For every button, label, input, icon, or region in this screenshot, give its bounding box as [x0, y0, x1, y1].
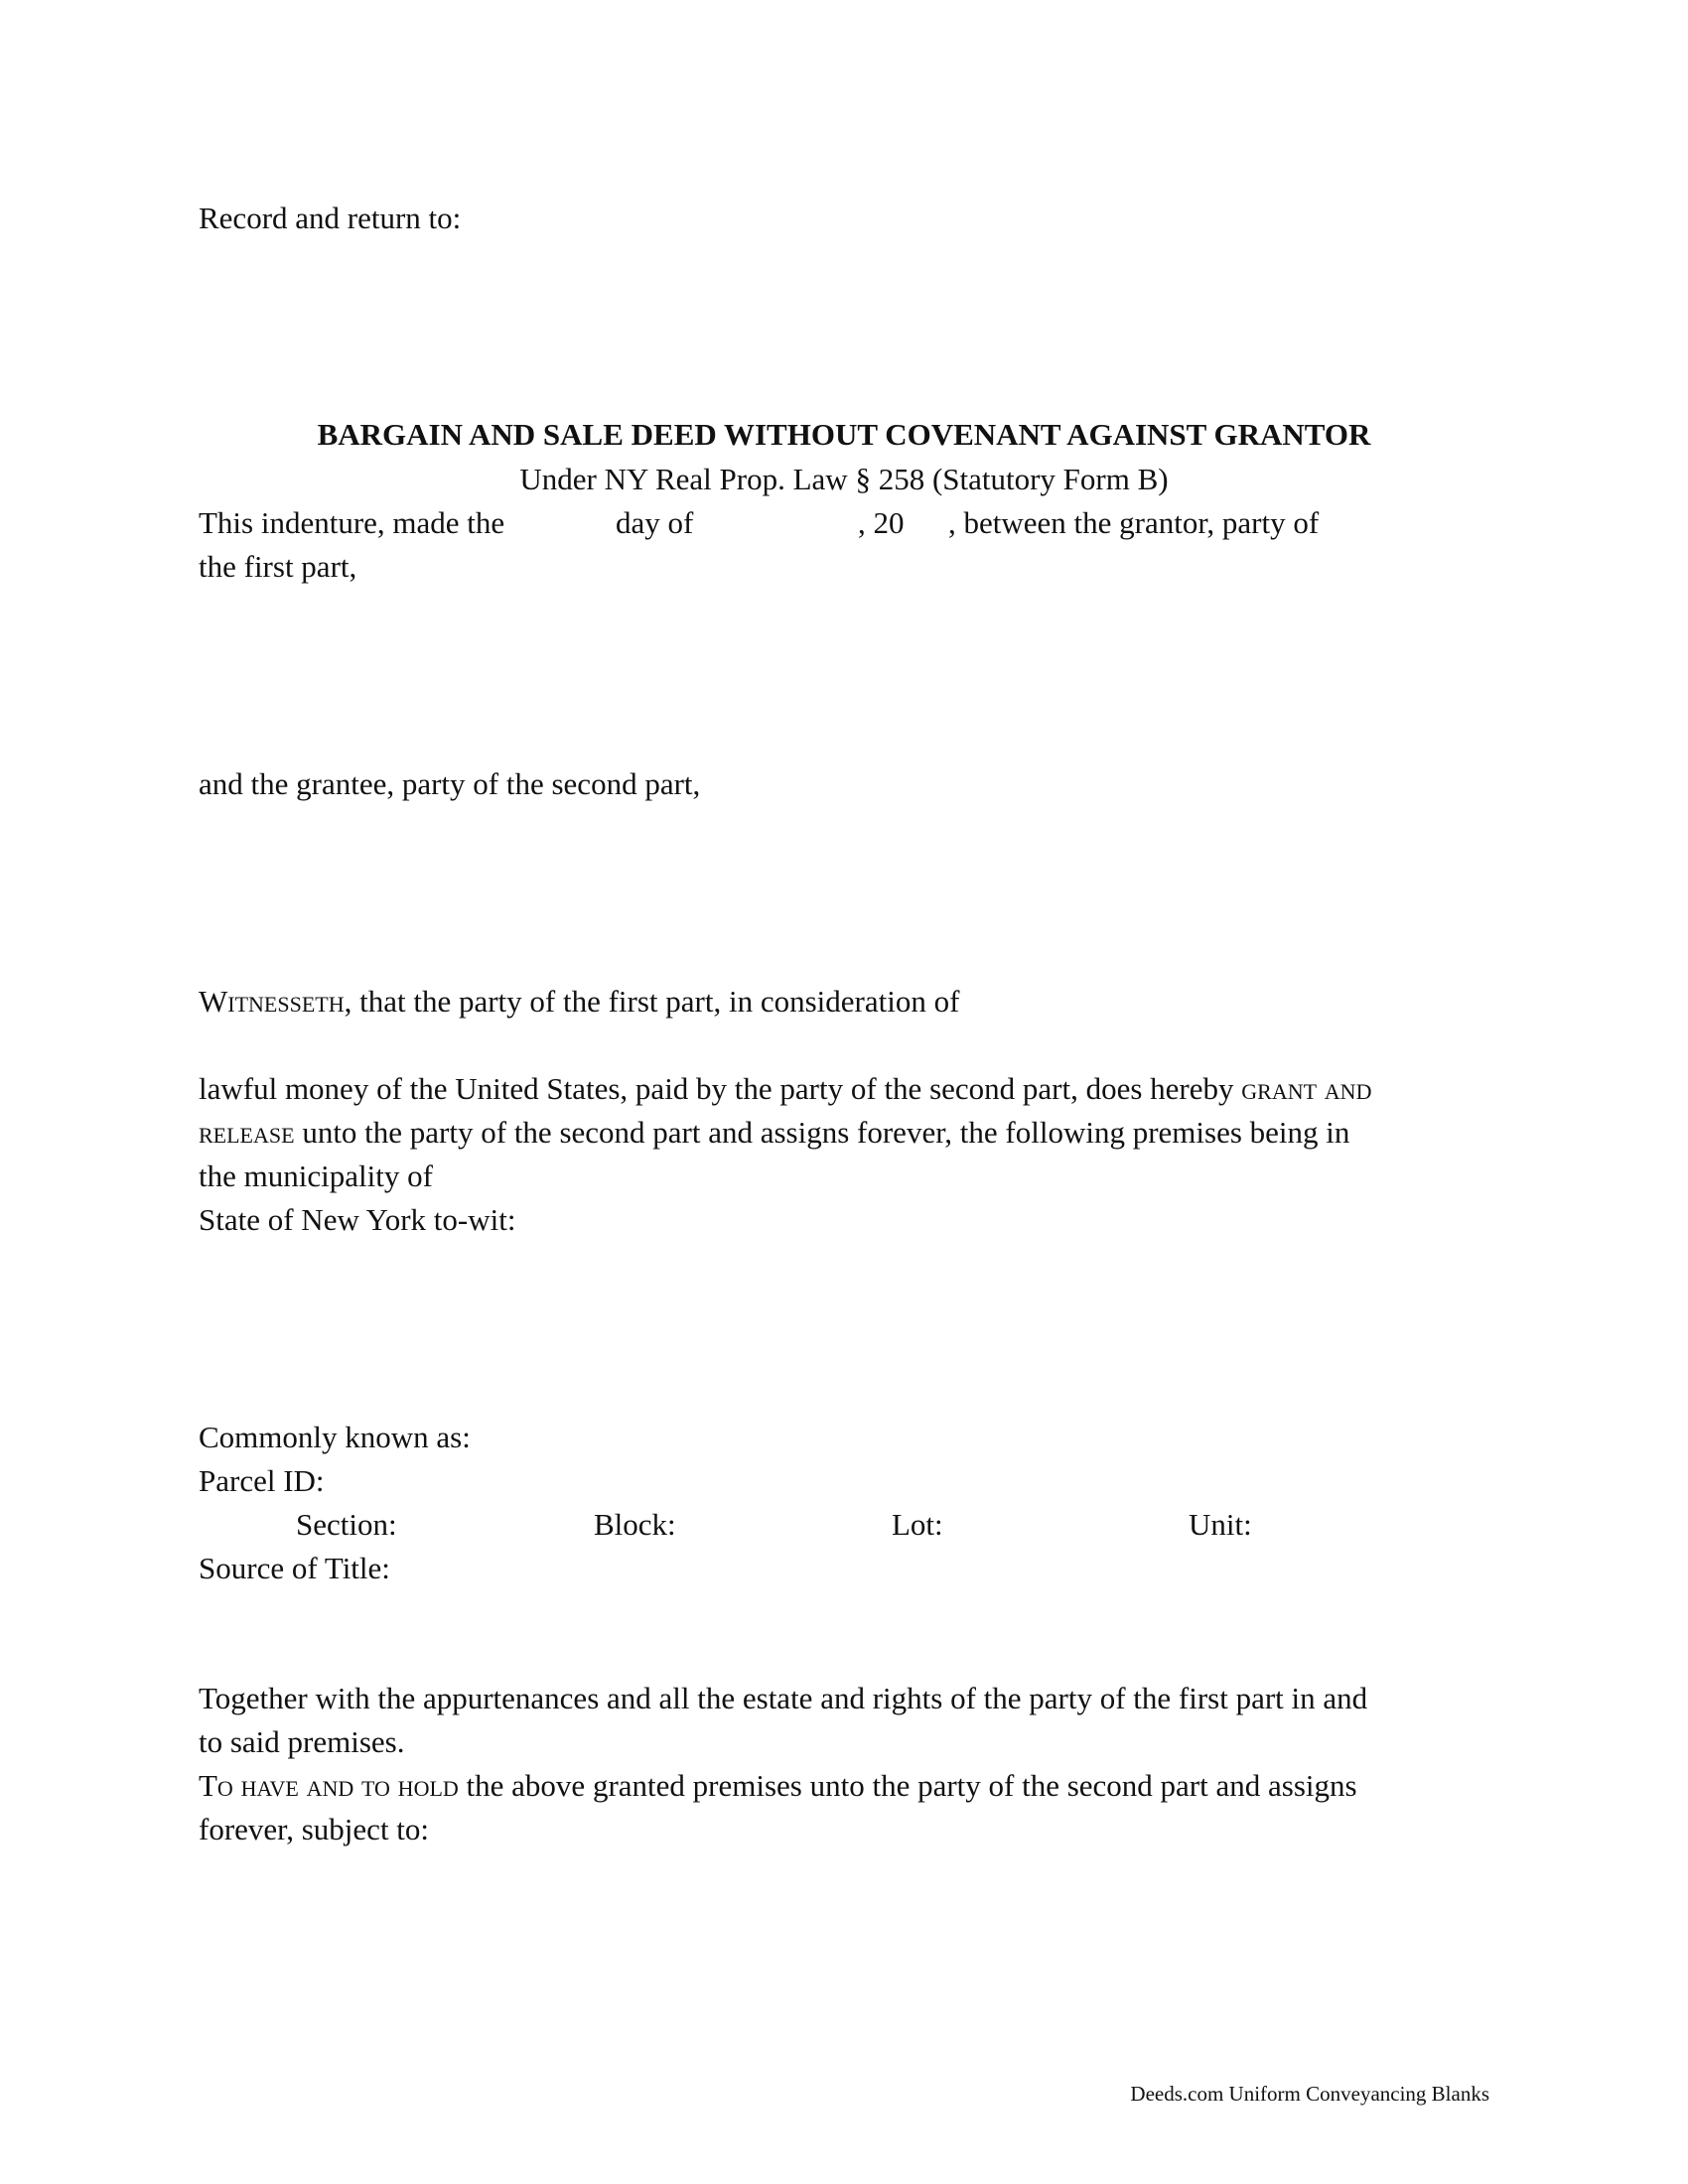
municipality-line: the municipality of: [199, 1159, 433, 1193]
witnesseth-rest: , that the party of the first part, in consideration of: [344, 984, 960, 1019]
grantee-line: and the grantee, party of the second part,: [199, 766, 701, 801]
habendum-rest: the above granted premises unto the party of the second part and assigns: [466, 1768, 1357, 1803]
together-line-1: Together with the appurtenances and all the estate and rights of the party of the first part in and: [199, 1681, 1368, 1715]
witnesseth-lead: Witnesseth: [199, 984, 345, 1019]
indenture-text-3: , 20: [858, 505, 905, 540]
release-term: release: [199, 1115, 295, 1150]
consideration-line-2: [199, 1111, 1349, 1155]
grant-and-term: grant and: [1241, 1071, 1372, 1106]
commonly-known-label: Commonly known as:: [199, 1420, 471, 1454]
lot-label: Lot:: [892, 1507, 943, 1542]
section-label: Section:: [296, 1507, 397, 1542]
witnesseth-paragraph: [199, 980, 959, 1024]
consideration-text-1a: lawful money of the United States, paid by the party of the second part, does hereby: [199, 1071, 1234, 1106]
together-line-2: to said premises.: [199, 1724, 405, 1759]
habendum-line-1: [199, 1764, 1357, 1808]
indenture-text-4: , between the grantor, party of: [948, 505, 1320, 540]
unit-label: Unit:: [1189, 1507, 1252, 1542]
document-title: BARGAIN AND SALE DEED WITHOUT COVENANT AGAINST GRANTOR: [317, 417, 1371, 452]
habendum-line-2: forever, subject to:: [199, 1812, 430, 1846]
consideration-line-1: [199, 1067, 1371, 1111]
record-return-label: Record and return to:: [199, 201, 462, 235]
block-label: Block:: [594, 1507, 676, 1542]
consideration-text-2b: unto the party of the second part and assigns forever, the following premises being in: [302, 1115, 1350, 1150]
footer-credit: Deeds.com Uniform Conveyancing Blanks: [1130, 2082, 1489, 2106]
state-line: State of New York to-wit:: [199, 1202, 516, 1237]
source-of-title-label: Source of Title:: [199, 1551, 390, 1585]
document-subtitle: Under NY Real Prop. Law § 258 (Statutory Form B): [519, 462, 1169, 496]
indenture-text-2: day of: [616, 505, 694, 540]
habendum-lead: To have and to hold: [199, 1768, 459, 1803]
indenture-text-1: This indenture, made the: [199, 505, 505, 540]
indenture-line-2: the first part,: [199, 549, 357, 584]
parcel-id-label: Parcel ID:: [199, 1463, 325, 1498]
